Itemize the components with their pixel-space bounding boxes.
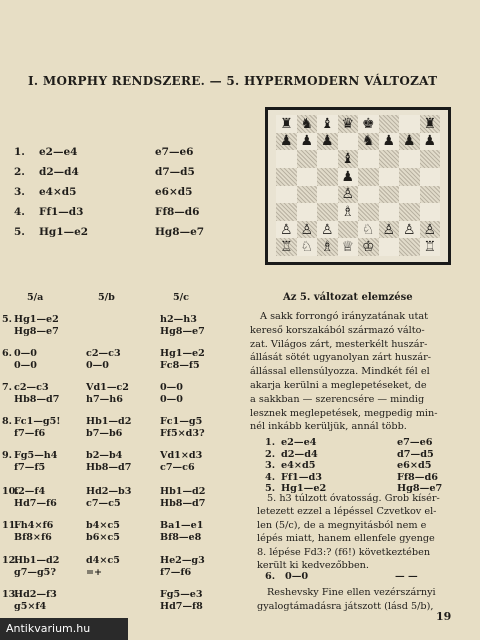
board-square <box>317 133 338 151</box>
black-move: e6×d5 <box>397 460 432 471</box>
variation-5c-black: Hg8—e7 <box>160 326 205 337</box>
black-move: e6×d5 <box>155 186 193 198</box>
variation-5b-white: Vd1—c2 <box>86 382 129 393</box>
board-square <box>276 133 297 151</box>
board-square <box>276 168 297 186</box>
white-knight-icon: ♘ <box>361 221 375 238</box>
board-square <box>317 150 338 168</box>
board-square <box>420 115 441 133</box>
board-square <box>276 221 297 239</box>
section-title: Az 5. változat elemzése <box>283 292 413 303</box>
variation-5a-white: Hb1—d2 <box>14 555 60 566</box>
white-move: Ff1—d3 <box>39 206 84 218</box>
board-square <box>358 133 379 151</box>
board-square <box>297 186 318 204</box>
column-head-5c: 5/c <box>173 292 190 303</box>
variation-5a-black: 0—0 <box>14 360 37 371</box>
variation-5c-black: f7—f6 <box>160 567 192 578</box>
white-move: Hg1—e2 <box>39 226 89 238</box>
column-head-5b: 5/b <box>98 292 115 303</box>
paragraph-line: került ki kedvezőbben. <box>257 560 369 571</box>
white-move: e2—e4 <box>39 146 78 158</box>
variation-5a-black: Bf8×f6 <box>14 532 52 543</box>
move-number: 2. <box>14 166 25 178</box>
page-number: 19 <box>436 610 452 623</box>
board-square <box>420 168 441 186</box>
white-pawn-icon: ♙ <box>300 221 314 238</box>
board-square <box>399 133 420 151</box>
board-square <box>338 221 359 239</box>
variation-move-number: 7. <box>2 382 13 393</box>
move-number: 4. <box>265 471 276 483</box>
move-6-white: 0—0 <box>285 571 309 582</box>
variation-5a-white: f2—f4 <box>14 486 46 497</box>
paragraph-line: kereső korszakából származó válto- <box>250 324 425 336</box>
variation-5c-black: c7—c6 <box>160 462 195 473</box>
white-pawn-icon: ♙ <box>341 186 355 203</box>
black-move: Hg8—e7 <box>397 483 443 494</box>
white-move: e4×d5 <box>39 186 77 198</box>
board-square <box>317 221 338 239</box>
white-pawn-icon: ♙ <box>279 221 293 238</box>
black-move: Ff8—d6 <box>155 206 200 218</box>
board-square <box>317 238 338 256</box>
chess-diagram <box>265 107 451 265</box>
page-title: I. MORPHY RENDSZERE. — 5. HYPERMODERN VÁLTOZAT <box>28 74 438 88</box>
paragraph-line: állással ellensúlyozza. Mindkét fél el <box>250 366 430 378</box>
black-move: Ff8—d6 <box>397 471 438 483</box>
variation-5a-white: Fc1—g5! <box>14 416 61 427</box>
white-bishop-icon: ♗ <box>341 203 355 220</box>
board-square <box>297 168 318 186</box>
black-move: d7—d5 <box>397 448 434 460</box>
paragraph-line: nél inkább kerüljük, annál több. <box>250 421 407 433</box>
watermark: Antikvarium.hu <box>0 618 128 640</box>
variation-5b-white: b4×c5 <box>86 520 120 531</box>
move-6-number: 6. <box>265 571 276 582</box>
variation-5b-black: c7—c5 <box>86 498 121 509</box>
paragraph-line: akarja kerülni a meglepetéseket, de <box>250 380 427 391</box>
variation-5c-black: 0—0 <box>160 394 183 405</box>
white-move: Hg1—e2 <box>281 483 327 494</box>
black-pawn-icon: ♟ <box>382 133 396 150</box>
board-square <box>420 221 441 239</box>
variation-5c-black: Fc8—f5 <box>160 360 200 371</box>
variation-5a-white: Fh4×f6 <box>14 520 54 531</box>
variation-5b-white: d4×c5 <box>86 555 120 566</box>
board-square <box>358 221 379 239</box>
variation-5a-white: c2—c3 <box>14 382 49 393</box>
black-rook-icon: ♜ <box>423 115 437 132</box>
variation-5a-black: g7—g5? <box>14 567 56 578</box>
board-square <box>297 150 318 168</box>
chess-board-grid <box>276 115 440 256</box>
black-pawn-icon: ♟ <box>341 168 355 185</box>
white-knight-icon: ♘ <box>300 239 314 256</box>
black-king-icon: ♚ <box>361 115 375 132</box>
white-rook-icon: ♖ <box>279 239 293 256</box>
move-number: 5. <box>14 226 25 238</box>
board-square <box>297 238 318 256</box>
board-square <box>358 203 379 221</box>
board-square <box>379 238 400 256</box>
variation-5b-black: h7—h6 <box>86 394 123 405</box>
black-move: e7—e6 <box>397 437 433 448</box>
variation-5a-white: Fg5—h4 <box>14 450 58 461</box>
board-square <box>276 150 297 168</box>
variation-5c-black: Ff5×d3? <box>160 428 205 439</box>
column-head-5a: 5/a <box>27 292 44 303</box>
black-rook-icon: ♜ <box>279 115 293 132</box>
board-square <box>338 115 359 133</box>
paragraph-line: lépés miatt, hanem ellenfele gyenge <box>257 533 435 545</box>
black-knight-icon: ♞ <box>300 115 314 132</box>
variation-move-number: 6. <box>2 348 13 359</box>
board-square <box>297 203 318 221</box>
paragraph-line: állását sötét ugyanolyan zárt huszár- <box>250 352 432 364</box>
paragraph-line: 5. h3 túlzott óvatosság. Grob kísér- <box>267 493 440 504</box>
paragraph-line: lesznek meglepetések, megpedig min- <box>250 407 438 419</box>
board-square <box>358 115 379 133</box>
variation-5b-black: b6×c5 <box>86 532 120 543</box>
paragraph-line: len (5/c), de a megnyitásból nem e <box>257 519 427 531</box>
black-pawn-icon: ♟ <box>279 133 293 150</box>
variation-5a-white: Hg1—e2 <box>14 314 59 325</box>
black-pawn-icon: ♟ <box>320 133 334 150</box>
black-pawn-icon: ♟ <box>300 133 314 150</box>
board-square <box>399 203 420 221</box>
variation-5c-black: Hb8—d7 <box>160 498 206 509</box>
board-square <box>358 238 379 256</box>
variation-move-number: 5. <box>2 314 13 325</box>
variation-5a-black: Hd7—f6 <box>14 498 57 509</box>
variation-5c-white: h2—h3 <box>160 314 197 325</box>
variation-5c-white: 0—0 <box>160 382 183 393</box>
board-square <box>420 150 441 168</box>
variation-move-number: 8. <box>2 416 13 427</box>
board-square <box>276 115 297 133</box>
black-move: e7—e6 <box>155 146 194 158</box>
board-square <box>317 186 338 204</box>
board-square <box>338 238 359 256</box>
variation-move-number: 12. <box>2 555 19 566</box>
board-square <box>338 186 359 204</box>
variation-5a-black: Hg8—e7 <box>14 326 59 337</box>
board-square <box>317 203 338 221</box>
board-square <box>358 150 379 168</box>
board-square <box>338 150 359 168</box>
variation-5a-black: g5×f4 <box>14 601 47 612</box>
variation-move-number: 13. <box>2 589 19 600</box>
black-bishop-icon: ♝ <box>341 151 355 168</box>
board-square <box>338 133 359 151</box>
black-move: d7—d5 <box>155 166 195 178</box>
board-square <box>420 186 441 204</box>
variation-move-number: 10. <box>2 486 19 497</box>
variation-5b-black: b7—b6 <box>86 428 123 439</box>
white-move: d2—d4 <box>39 166 79 178</box>
black-pawn-icon: ♟ <box>423 133 437 150</box>
variation-move-number: 11. <box>2 520 19 531</box>
variation-5b-white: Hd2—b3 <box>86 486 132 497</box>
variation-5c-black: Hd7—f8 <box>160 601 203 612</box>
variation-5a-white: 0—0 <box>14 348 37 359</box>
variation-5c-white: Vd1×d3 <box>160 450 203 461</box>
variation-5a-black: f7—f5 <box>14 462 46 473</box>
board-square <box>399 150 420 168</box>
move-number: 2. <box>265 448 276 460</box>
move-number: 3. <box>14 186 25 198</box>
white-pawn-icon: ♙ <box>423 221 437 238</box>
board-square <box>379 133 400 151</box>
board-square <box>276 203 297 221</box>
black-move: Hg8—e7 <box>155 226 205 238</box>
board-square <box>338 203 359 221</box>
board-square <box>297 221 318 239</box>
board-square <box>399 115 420 133</box>
variation-5b-white: c2—c3 <box>86 348 121 359</box>
white-pawn-icon: ♙ <box>320 221 334 238</box>
white-pawn-icon: ♙ <box>382 221 396 238</box>
board-square <box>379 150 400 168</box>
variation-5a-white: Hd2—f3 <box>14 589 57 600</box>
white-queen-icon: ♕ <box>341 239 355 256</box>
move-number: 4. <box>14 206 25 218</box>
variation-5b-black: Hb8—d7 <box>86 462 132 473</box>
board-square <box>297 115 318 133</box>
move-number: 5. <box>265 483 276 494</box>
white-move: d2—d4 <box>281 448 318 460</box>
board-square <box>358 186 379 204</box>
white-king-icon: ♔ <box>361 239 375 256</box>
paragraph-line: zat. Világos zárt, mesterkélt huszár- <box>250 338 428 350</box>
paragraph-line: letezett ezzel a lépéssel Czvetkov el- <box>257 506 437 518</box>
paragraph-line: 8. lépése Fd3:? (f6!) következtében <box>257 546 431 558</box>
board-square <box>379 186 400 204</box>
variation-5c-white: Fg5—e3 <box>160 589 203 600</box>
board-square <box>297 133 318 151</box>
variation-5b-white: b2—b4 <box>86 450 123 461</box>
variation-move-number: 9. <box>2 450 13 461</box>
variation-5a-black: f7—f6 <box>14 428 46 439</box>
board-square <box>379 168 400 186</box>
white-move: e2—e4 <box>281 437 317 448</box>
board-square <box>420 203 441 221</box>
variation-5c-white: Ba1—e1 <box>160 520 204 531</box>
move-number: 3. <box>265 460 276 471</box>
variation-5b-black: 0—0 <box>86 360 109 371</box>
white-rook-icon: ♖ <box>423 239 437 256</box>
variation-5a-black: Hb8—d7 <box>14 394 60 405</box>
board-square <box>317 168 338 186</box>
board-square <box>338 168 359 186</box>
board-square <box>420 133 441 151</box>
move-number: 1. <box>265 437 276 448</box>
board-square <box>399 168 420 186</box>
board-square <box>379 203 400 221</box>
board-square <box>317 115 338 133</box>
white-move: Ff1—d3 <box>281 471 322 483</box>
white-pawn-icon: ♙ <box>402 221 416 238</box>
move-number: 1. <box>14 146 25 158</box>
board-square <box>399 186 420 204</box>
board-square <box>399 238 420 256</box>
paragraph-line: Reshevsky Fine ellen vezérszárnyi <box>267 587 436 598</box>
board-square <box>358 168 379 186</box>
black-pawn-icon: ♟ <box>402 133 416 150</box>
paragraph-line: gyalogtámadásra játszott (lásd 5/b), <box>257 600 434 612</box>
variation-5b-white: Hb1—d2 <box>86 416 132 427</box>
paragraph-line: A sakk forrongó irányzatának utat <box>260 311 429 322</box>
black-knight-icon: ♞ <box>361 133 375 150</box>
variation-5c-white: Hb1—d2 <box>160 486 206 497</box>
variation-5c-white: He2—g3 <box>160 555 205 566</box>
variation-5c-black: Bf8—e8 <box>160 532 202 543</box>
variation-5b-black: =+ <box>86 567 103 578</box>
board-square <box>276 186 297 204</box>
move-6-black: — — <box>395 571 418 582</box>
black-bishop-icon: ♝ <box>320 115 334 132</box>
variation-5c-white: Fc1—g5 <box>160 416 203 427</box>
black-queen-icon: ♛ <box>341 115 355 132</box>
board-square <box>420 238 441 256</box>
paragraph-line: a sakkban — szerencsére — mindig <box>250 393 425 405</box>
white-bishop-icon: ♗ <box>320 239 334 256</box>
board-square <box>379 115 400 133</box>
white-move: e4×d5 <box>281 460 316 471</box>
board-square <box>276 238 297 256</box>
board-square <box>379 221 400 239</box>
board-square <box>399 221 420 239</box>
variation-5c-white: Hg1—e2 <box>160 348 205 359</box>
